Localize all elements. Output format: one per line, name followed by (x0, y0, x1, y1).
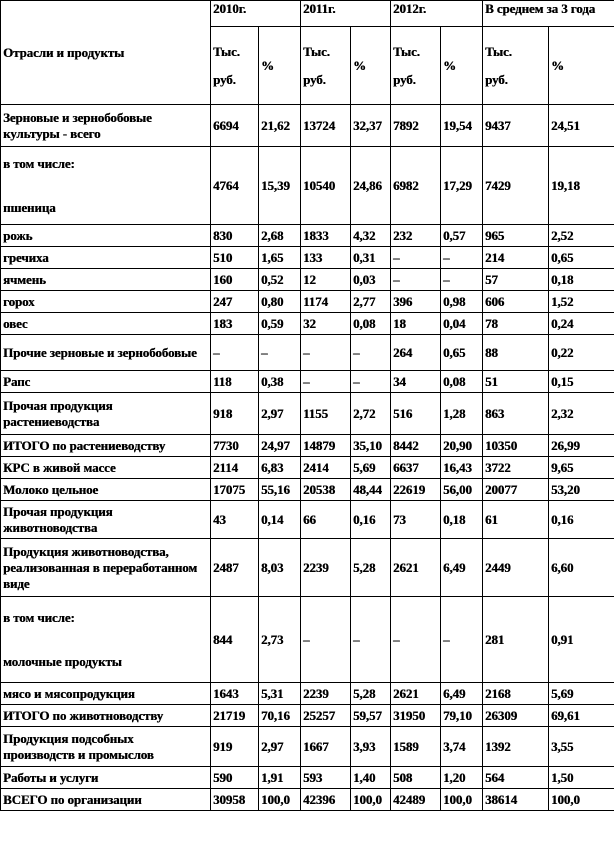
value-percent-cell: 17,29 (441, 147, 483, 225)
value-thousand-rub-cell: 590 (211, 767, 259, 789)
value-percent-cell: 1,65 (259, 247, 301, 269)
value-percent-cell: 59,57 (351, 705, 391, 727)
value-percent-cell: 16,43 (441, 457, 483, 479)
value-thousand-rub-cell: 42396 (301, 789, 351, 811)
row-label-cell (1, 597, 211, 683)
header-years-row (1, 1, 614, 27)
row-label-prefix: в том числе: (3, 155, 75, 171)
row-label-cell: Прочая продукция животноводства (1, 501, 211, 539)
value-percent-cell: 5,69 (351, 457, 391, 479)
value-thousand-rub-cell: – (391, 269, 441, 291)
value-thousand-rub-cell: 12 (301, 269, 351, 291)
value-percent-cell: 2,97 (259, 393, 301, 435)
value-thousand-rub-cell: 593 (301, 767, 351, 789)
value-thousand-rub-cell: 10350 (483, 435, 549, 457)
row-label-cell: ИТОГО по растениеводству (1, 435, 211, 457)
value-thousand-rub-cell: 2621 (391, 539, 441, 597)
header-unit-line2: руб. (213, 71, 236, 87)
value-thousand-rub-cell: 18 (391, 313, 441, 335)
value-percent-cell: 2,73 (259, 597, 301, 683)
value-percent-cell: 0,04 (441, 313, 483, 335)
value-percent-cell: 0,14 (259, 501, 301, 539)
value-percent-cell: – (441, 269, 483, 291)
value-thousand-rub-cell: 3722 (483, 457, 549, 479)
value-thousand-rub-cell: 10540 (301, 147, 351, 225)
table-row (1, 705, 614, 727)
value-percent-cell: 70,16 (259, 705, 301, 727)
value-percent-cell: 0,18 (549, 269, 614, 291)
table-row (1, 291, 614, 313)
row-label-cell: ячмень (1, 269, 211, 291)
value-thousand-rub-cell: 606 (483, 291, 549, 313)
value-thousand-rub-cell: 2449 (483, 539, 549, 597)
value-thousand-rub-cell: 57 (483, 269, 549, 291)
table-row (1, 247, 614, 269)
value-thousand-rub-cell: 2239 (301, 683, 351, 705)
value-percent-cell: 0,16 (351, 501, 391, 539)
table-row (1, 767, 614, 789)
value-percent-cell: 6,49 (441, 539, 483, 597)
row-label-cell: ВСЕГО по организации (1, 789, 211, 811)
value-percent-cell: 19,54 (441, 105, 483, 147)
value-thousand-rub-cell: 564 (483, 767, 549, 789)
value-percent-cell: 56,00 (441, 479, 483, 501)
value-thousand-rub-cell: 20538 (301, 479, 351, 501)
value-thousand-rub-cell: 8442 (391, 435, 441, 457)
value-percent-cell: 2,77 (351, 291, 391, 313)
value-thousand-rub-cell: 2487 (211, 539, 259, 597)
value-thousand-rub-cell: 2168 (483, 683, 549, 705)
value-percent-cell: 32,37 (351, 105, 391, 147)
value-thousand-rub-cell: 13724 (301, 105, 351, 147)
value-thousand-rub-cell: 118 (211, 371, 259, 393)
row-label-cell: Прочая продукция растениеводства (1, 393, 211, 435)
row-label-cell: овес (1, 313, 211, 335)
row-label-cell: КРС в живой массе (1, 457, 211, 479)
value-percent-cell: 1,50 (549, 767, 614, 789)
value-percent-cell: 100,0 (441, 789, 483, 811)
value-percent-cell: 6,83 (259, 457, 301, 479)
value-thousand-rub-cell: 30958 (211, 789, 259, 811)
header-unit-line2: руб. (485, 71, 508, 87)
value-thousand-rub-cell: 2239 (301, 539, 351, 597)
value-thousand-rub-cell: 43 (211, 501, 259, 539)
value-percent-cell: 2,97 (259, 727, 301, 767)
value-thousand-rub-cell: 1643 (211, 683, 259, 705)
value-percent-cell: – (351, 371, 391, 393)
value-thousand-rub-cell: 61 (483, 501, 549, 539)
value-percent-cell: 0,24 (549, 313, 614, 335)
header-unit-cell (391, 27, 441, 105)
value-percent-cell: 0,18 (441, 501, 483, 539)
value-percent-cell: – (351, 597, 391, 683)
value-thousand-rub-cell: 1392 (483, 727, 549, 767)
row-label-cell: Продукция подсобных производств и промыслов (1, 727, 211, 767)
value-percent-cell: 1,28 (441, 393, 483, 435)
value-percent-cell: 2,52 (549, 225, 614, 247)
value-thousand-rub-cell: 830 (211, 225, 259, 247)
value-percent-cell: 24,86 (351, 147, 391, 225)
value-percent-cell: 69,61 (549, 705, 614, 727)
value-thousand-rub-cell: 26309 (483, 705, 549, 727)
table-row (1, 597, 614, 683)
value-percent-cell: 26,99 (549, 435, 614, 457)
value-thousand-rub-cell: 20077 (483, 479, 549, 501)
header-percent-cell: % (351, 27, 391, 105)
value-thousand-rub-cell: 51 (483, 371, 549, 393)
table-row (1, 269, 614, 291)
value-percent-cell: 0,16 (549, 501, 614, 539)
value-thousand-rub-cell: 281 (483, 597, 549, 683)
value-thousand-rub-cell: 7730 (211, 435, 259, 457)
table-row (1, 393, 614, 435)
value-percent-cell: 2,72 (351, 393, 391, 435)
table-row (1, 683, 614, 705)
value-percent-cell: 6,60 (549, 539, 614, 597)
value-percent-cell: 0,65 (441, 335, 483, 371)
row-label-cell: горох (1, 291, 211, 313)
value-percent-cell: 3,93 (351, 727, 391, 767)
value-thousand-rub-cell: 183 (211, 313, 259, 335)
value-thousand-rub-cell: 844 (211, 597, 259, 683)
header-percent-cell: % (441, 27, 483, 105)
value-thousand-rub-cell: 88 (483, 335, 549, 371)
table-row (1, 147, 614, 225)
value-thousand-rub-cell: 14879 (301, 435, 351, 457)
value-percent-cell: – (441, 247, 483, 269)
header-unit-line2: руб. (303, 71, 326, 87)
row-label-cell: рожь (1, 225, 211, 247)
header-unit-line2: руб. (393, 71, 416, 87)
value-percent-cell: 2,32 (549, 393, 614, 435)
value-percent-cell: 5,28 (351, 539, 391, 597)
header-unit-line1: Тыс. (485, 43, 512, 59)
value-thousand-rub-cell: 34 (391, 371, 441, 393)
header-year-2010: 2010г. (211, 1, 301, 27)
header-year-2012: 2012г. (391, 1, 483, 27)
row-label-cell: Молоко цельное (1, 479, 211, 501)
value-percent-cell: 5,28 (351, 683, 391, 705)
row-label-cell: гречиха (1, 247, 211, 269)
value-thousand-rub-cell: 1589 (391, 727, 441, 767)
value-percent-cell: 0,59 (259, 313, 301, 335)
value-percent-cell: 20,90 (441, 435, 483, 457)
value-percent-cell: 79,10 (441, 705, 483, 727)
value-thousand-rub-cell: – (301, 371, 351, 393)
value-percent-cell: 15,39 (259, 147, 301, 225)
value-thousand-rub-cell: 232 (391, 225, 441, 247)
value-percent-cell: 53,20 (549, 479, 614, 501)
value-thousand-rub-cell: 160 (211, 269, 259, 291)
table-row (1, 313, 614, 335)
table-row (1, 457, 614, 479)
value-percent-cell: 0,38 (259, 371, 301, 393)
value-thousand-rub-cell: 1155 (301, 393, 351, 435)
value-thousand-rub-cell: 7429 (483, 147, 549, 225)
row-label-prefix: в том числе: (3, 609, 75, 625)
table-row (1, 225, 614, 247)
value-percent-cell: 48,44 (351, 479, 391, 501)
value-percent-cell: 0,57 (441, 225, 483, 247)
table-row (1, 335, 614, 371)
value-thousand-rub-cell: 247 (211, 291, 259, 313)
value-thousand-rub-cell: 42489 (391, 789, 441, 811)
value-percent-cell: 0,22 (549, 335, 614, 371)
value-percent-cell: 2,68 (259, 225, 301, 247)
value-thousand-rub-cell: 32 (301, 313, 351, 335)
value-thousand-rub-cell: 6637 (391, 457, 441, 479)
value-thousand-rub-cell: 78 (483, 313, 549, 335)
row-label-cell: Зерновые и зернобобовые культуры - всего (1, 105, 211, 147)
value-thousand-rub-cell: 396 (391, 291, 441, 313)
value-percent-cell: 1,52 (549, 291, 614, 313)
value-percent-cell: 8,03 (259, 539, 301, 597)
value-thousand-rub-cell: 9437 (483, 105, 549, 147)
value-percent-cell: 0,08 (351, 313, 391, 335)
value-thousand-rub-cell: – (301, 335, 351, 371)
value-percent-cell: 0,91 (549, 597, 614, 683)
table-row (1, 789, 614, 811)
value-thousand-rub-cell: 863 (483, 393, 549, 435)
value-percent-cell: 0,80 (259, 291, 301, 313)
value-percent-cell: 5,31 (259, 683, 301, 705)
value-thousand-rub-cell: 2621 (391, 683, 441, 705)
value-percent-cell: 35,10 (351, 435, 391, 457)
value-thousand-rub-cell: 73 (391, 501, 441, 539)
value-percent-cell: 19,18 (549, 147, 614, 225)
value-thousand-rub-cell: – (211, 335, 259, 371)
value-thousand-rub-cell: 965 (483, 225, 549, 247)
value-thousand-rub-cell: 38614 (483, 789, 549, 811)
row-label-cell: Рапс (1, 371, 211, 393)
header-unit-line1: Тыс. (303, 43, 330, 59)
value-thousand-rub-cell: 214 (483, 247, 549, 269)
value-thousand-rub-cell: – (301, 597, 351, 683)
value-percent-cell: 100,0 (259, 789, 301, 811)
value-percent-cell: 3,55 (549, 727, 614, 767)
value-percent-cell: 0,52 (259, 269, 301, 291)
header-category-label: Отрасли и продукты (3, 44, 125, 60)
table-row (1, 539, 614, 597)
value-thousand-rub-cell: 264 (391, 335, 441, 371)
value-thousand-rub-cell: – (391, 247, 441, 269)
header-category-cell (1, 1, 211, 105)
value-thousand-rub-cell: 6694 (211, 105, 259, 147)
value-percent-cell: 0,08 (441, 371, 483, 393)
row-label-cell (1, 147, 211, 225)
header-year-average: В среднем за 3 года (483, 1, 614, 27)
value-percent-cell: 6,49 (441, 683, 483, 705)
value-thousand-rub-cell: 25257 (301, 705, 351, 727)
value-percent-cell: 100,0 (549, 789, 614, 811)
value-thousand-rub-cell: 918 (211, 393, 259, 435)
row-label: молочные продукты (3, 653, 122, 669)
value-thousand-rub-cell: 6982 (391, 147, 441, 225)
value-percent-cell: 24,97 (259, 435, 301, 457)
table-row (1, 105, 614, 147)
value-percent-cell: 100,0 (351, 789, 391, 811)
value-percent-cell: 5,69 (549, 683, 614, 705)
value-thousand-rub-cell: 4764 (211, 147, 259, 225)
table-row (1, 479, 614, 501)
row-label-cell: Продукция животноводства, реализованная в переработанном виде (1, 539, 211, 597)
value-thousand-rub-cell: 2414 (301, 457, 351, 479)
row-label-cell: Прочие зерновые и зернобобовые (1, 335, 211, 371)
value-thousand-rub-cell: 31950 (391, 705, 441, 727)
value-thousand-rub-cell: 508 (391, 767, 441, 789)
table-row (1, 727, 614, 767)
value-thousand-rub-cell: – (391, 597, 441, 683)
header-percent-cell: % (549, 27, 614, 105)
value-percent-cell: 4,32 (351, 225, 391, 247)
header-unit-line1: Тыс. (393, 43, 420, 59)
value-percent-cell: 0,15 (549, 371, 614, 393)
value-thousand-rub-cell: 133 (301, 247, 351, 269)
header-percent-cell: % (259, 27, 301, 105)
value-percent-cell: – (259, 335, 301, 371)
value-percent-cell: 9,65 (549, 457, 614, 479)
value-percent-cell: – (441, 597, 483, 683)
value-thousand-rub-cell: 1833 (301, 225, 351, 247)
value-thousand-rub-cell: 516 (391, 393, 441, 435)
header-unit-cell (211, 27, 259, 105)
header-unit-cell (483, 27, 549, 105)
header-unit-line1: Тыс. (213, 43, 240, 59)
row-label: пшеница (3, 199, 56, 215)
row-label-cell: мясо и мясопродукция (1, 683, 211, 705)
value-thousand-rub-cell: 919 (211, 727, 259, 767)
value-thousand-rub-cell: 22619 (391, 479, 441, 501)
value-percent-cell: 1,20 (441, 767, 483, 789)
table-row (1, 371, 614, 393)
value-thousand-rub-cell: 2114 (211, 457, 259, 479)
row-label-cell: Работы и услуги (1, 767, 211, 789)
value-percent-cell: 1,40 (351, 767, 391, 789)
table-row (1, 435, 614, 457)
value-percent-cell: 3,74 (441, 727, 483, 767)
value-thousand-rub-cell: 1667 (301, 727, 351, 767)
value-percent-cell: 1,91 (259, 767, 301, 789)
value-percent-cell: – (351, 335, 391, 371)
row-label-cell: ИТОГО по животноводству (1, 705, 211, 727)
table-row (1, 501, 614, 539)
header-year-2011: 2011г. (301, 1, 391, 27)
value-thousand-rub-cell: 1174 (301, 291, 351, 313)
value-percent-cell: 0,03 (351, 269, 391, 291)
value-percent-cell: 0,98 (441, 291, 483, 313)
value-percent-cell: 0,31 (351, 247, 391, 269)
value-percent-cell: 21,62 (259, 105, 301, 147)
value-thousand-rub-cell: 21719 (211, 705, 259, 727)
value-thousand-rub-cell: 7892 (391, 105, 441, 147)
value-percent-cell: 24,51 (549, 105, 614, 147)
header-unit-cell (301, 27, 351, 105)
value-thousand-rub-cell: 510 (211, 247, 259, 269)
value-percent-cell: 55,16 (259, 479, 301, 501)
value-thousand-rub-cell: 17075 (211, 479, 259, 501)
value-thousand-rub-cell: 66 (301, 501, 351, 539)
value-percent-cell: 0,65 (549, 247, 614, 269)
